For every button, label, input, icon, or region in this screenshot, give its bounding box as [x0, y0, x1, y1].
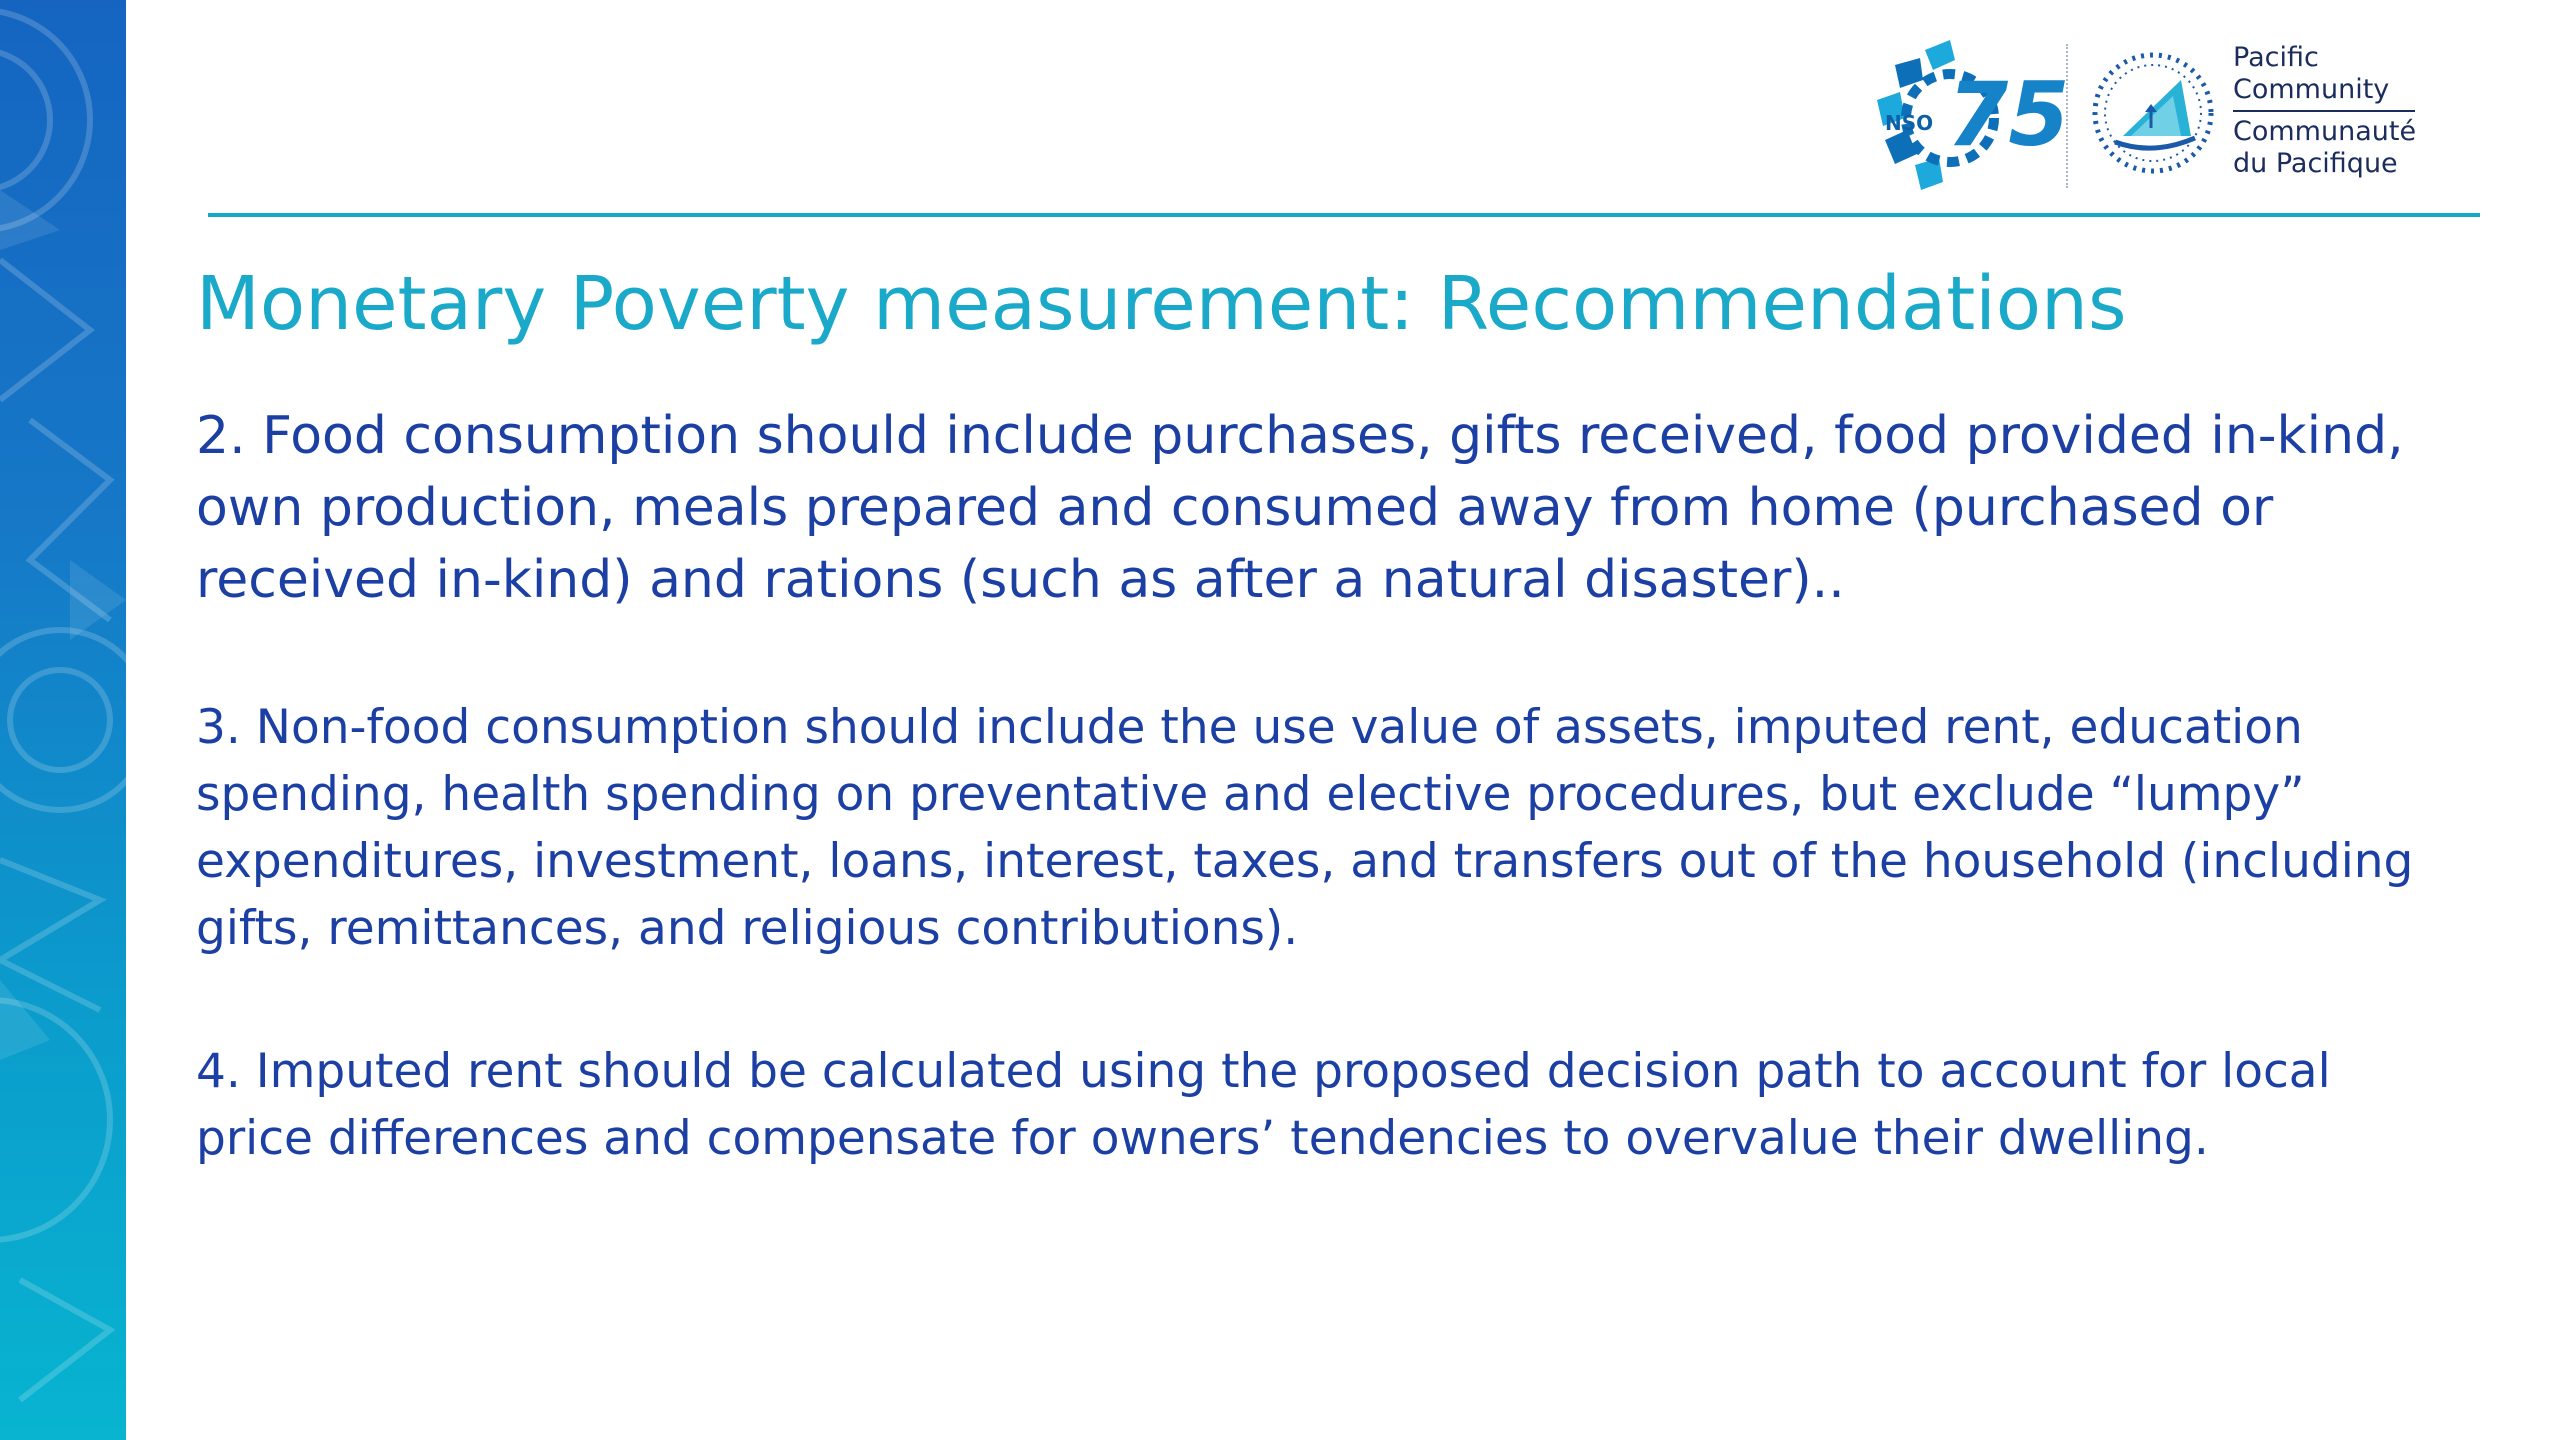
org-name-en-line2: Community [2233, 74, 2390, 105]
pacific-community-emblem [2083, 38, 2223, 188]
svg-text:75: 75 [1947, 63, 2070, 166]
header-rule [208, 213, 2480, 217]
wordmark-separator [2233, 110, 2415, 112]
decorative-side-band [0, 0, 126, 1440]
slide-title: Monetary Poverty measurement: Recommendations [196, 261, 2127, 347]
svg-text:NSO: NSO [1885, 111, 1934, 135]
slide-body [196, 400, 2436, 1172]
pacific-community-wordmark [2233, 42, 2416, 180]
org-name-fr-line2: du Pacifique [2233, 148, 2398, 179]
recommendation-2: 2. Food consumption should include purchases, gifts received, food provided in-kind, own production, meals prepared and consumed away from home (purchased or received in-kind) and rations (such as after a natural disaster).. [196, 406, 2404, 610]
logo-divider [2066, 44, 2070, 188]
header-logos [1855, 30, 2440, 200]
org-name-fr-line1: Communauté [2233, 116, 2417, 147]
recommendation-3: 3. Non-food consumption should include the use value of assets, imputed rent, education spending, health spending on preventative and elective procedures, but exclude “lumpy” expenditures, investment, loans, interest, taxes, and transfers out of the household (including gifts, remittances, and religious contributions). [196, 700, 2414, 956]
org-name-en-line1: Pacific [2233, 42, 2319, 73]
recommendation-4: 4. Imputed rent should be calculated using the proposed decision path to account for local price differences and compensate for owners’ tendencies to overvalue their dwelling. [196, 1044, 2331, 1166]
side-band-pattern [0, 0, 126, 1440]
anniversary-75-logo [1855, 30, 2070, 200]
